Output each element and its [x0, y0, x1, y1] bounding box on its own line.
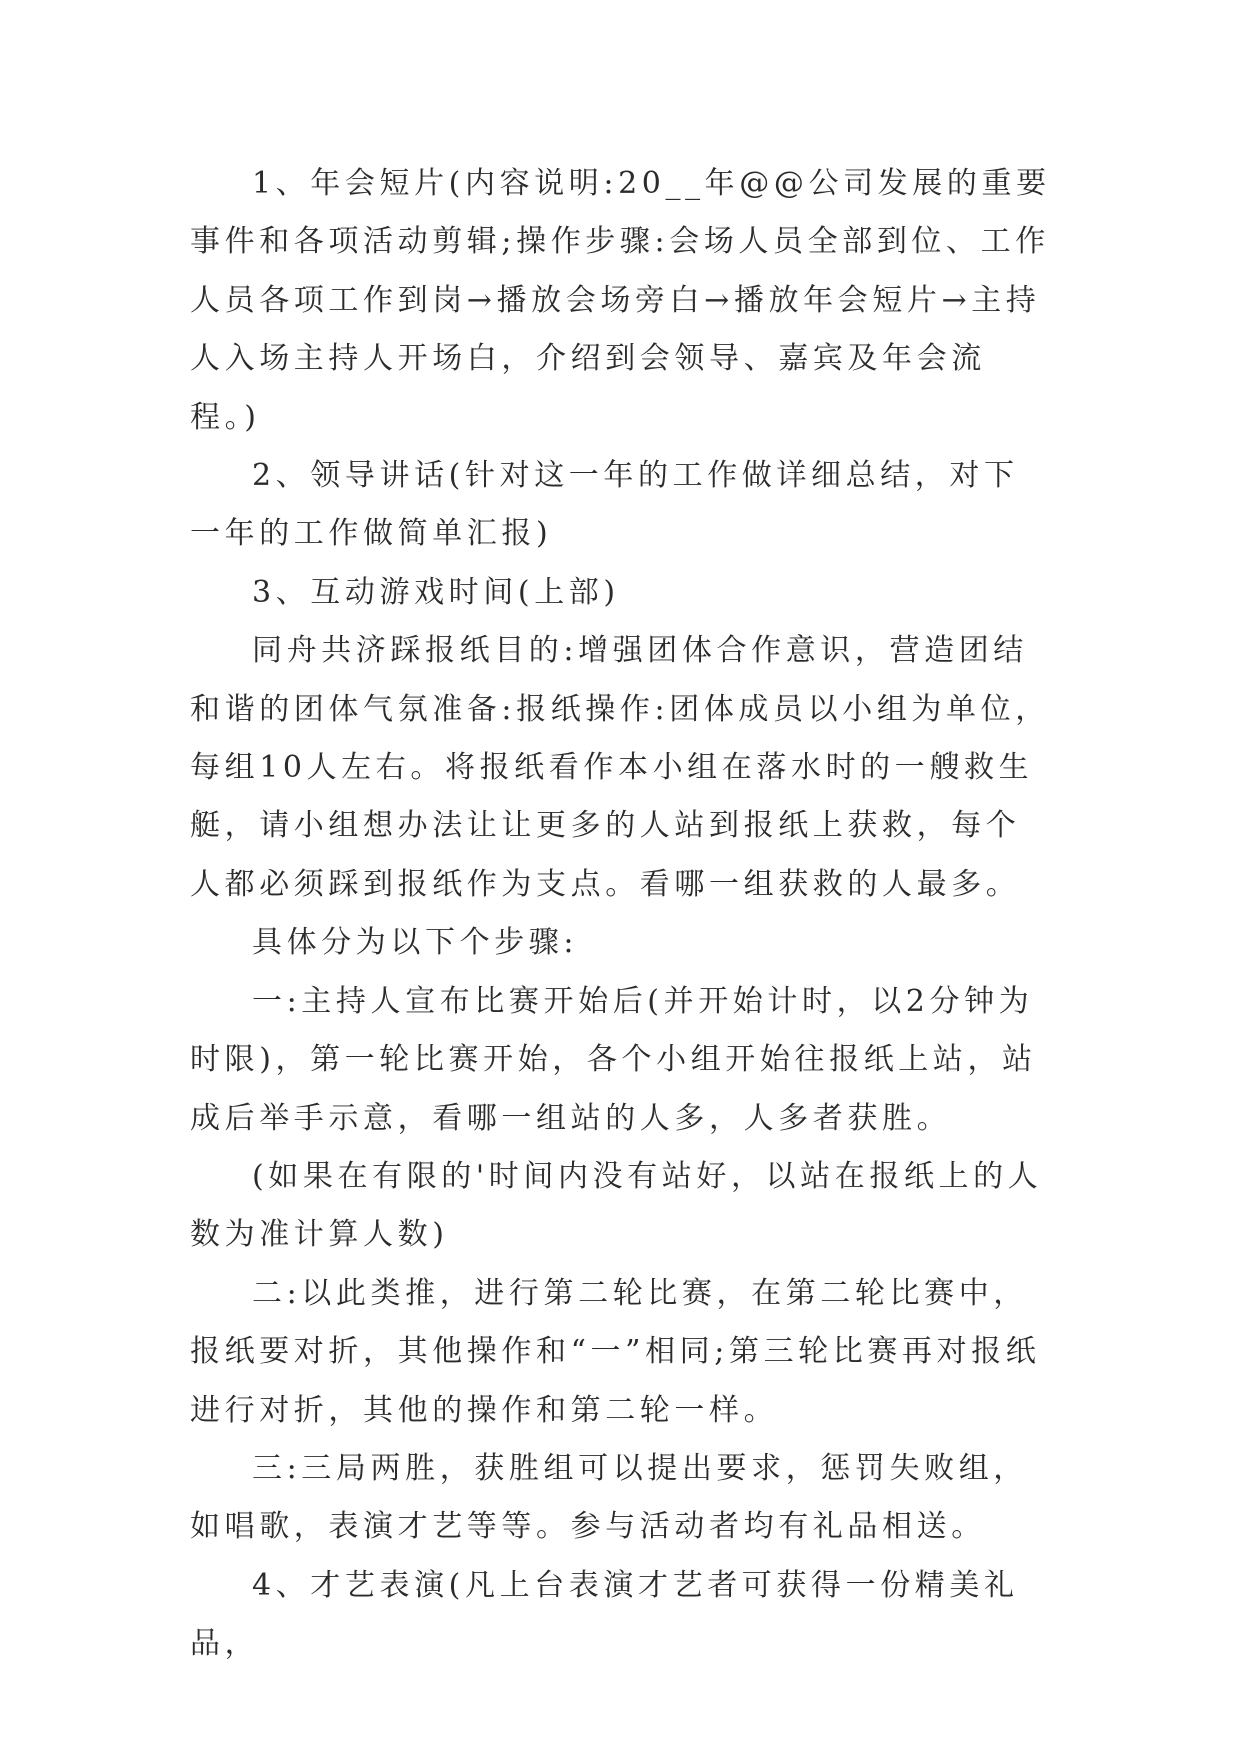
paragraph-game-description: 同舟共济踩报纸目的:增强团体合作意识，营造团结和谐的团体气氛准备:报纸操作:团体成员以小组为单位，每组10人左右。将报纸看作本小组在落水时的一艘救生艇，请小组想办法让让更多的人站到报纸上获救，每个人都必须踩到报纸作为支点。看哪一组获救的人最多。 [190, 633, 1050, 902]
paragraph-step-one: 一:主持人宣布比赛开始后(并开始计时，以2分钟为时限)，第一轮比赛开始，各个小组开始往报纸上站，站成后举手示意，看哪一组站的人多，人多者获胜。 [190, 983, 1037, 1136]
paragraph-annual-video: 1、年会短片(内容说明:20__年@@公司发展的重要事件和各项活动剪辑;操作步骤:会场人员全部到位、工作人员各项工作到岗→播放会场旁白→播放年会短片→主持人入场主持人开场白，介绍到会领导、嘉宾及年会流程。) [190, 166, 1051, 435]
paragraph-game-heading: 3、互动游戏时间(上部) [252, 574, 620, 610]
paragraph-step-one-note: (如果在有限的'时间内没有站好，以站在报纸上的人数为准计算人数) [190, 1158, 1043, 1253]
paragraph-steps-intro: 具体分为以下个步骤: [252, 925, 579, 961]
document-body [190, 155, 1052, 1674]
paragraph-step-two: 二:以此类推，进行第二轮比赛，在第二轮比赛中，报纸要对折，其他操作和“一”相同;第三轮比赛再对报纸进行对折，其他的操作和第二轮一样。 [190, 1275, 1041, 1428]
paragraph-leader-speech: 2、领导讲话(针对这一年的工作做详细总结，对下一年的工作做简单汇报) [190, 458, 1019, 552]
paragraph-step-three: 三:三局两胜，获胜组可以提出要求，惩罚失败组，如唱歌，表演才艺等等。参与活动者均有礼品相送。 [190, 1450, 1028, 1545]
paragraph-talent-show: 4、才艺表演(凡上台表演才艺者可获得一份精美礼品， [190, 1567, 1019, 1662]
